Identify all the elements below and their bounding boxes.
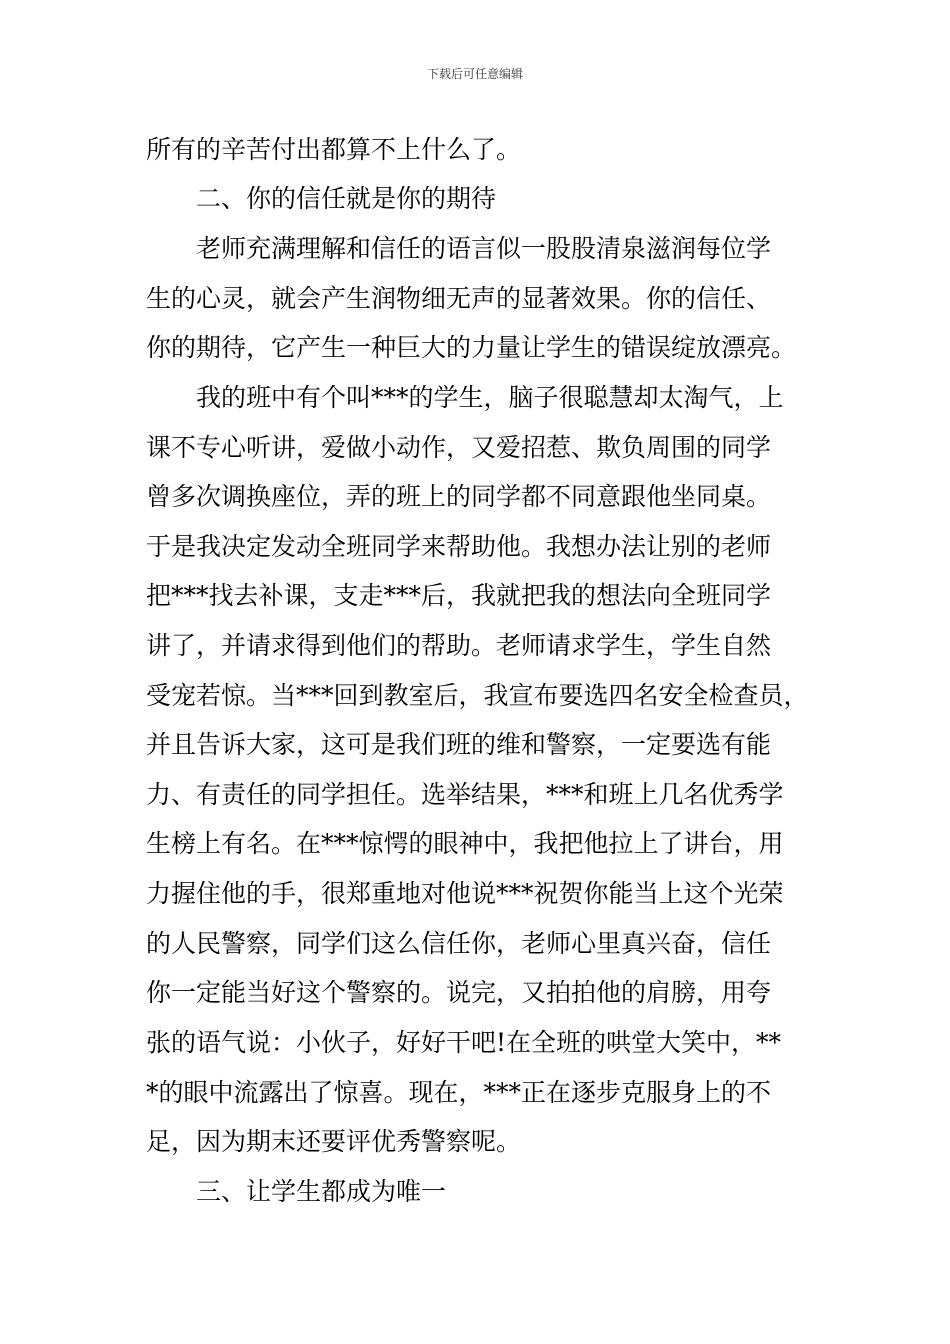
paragraph-line: *的眼中流露出了惊喜。现在，***正在逐步克服身上的不 xyxy=(146,1078,772,1107)
paragraph-line: 张的语气说：小伙子，好好干吧!在全班的哄堂大笑中，** xyxy=(146,1028,782,1057)
paragraph-line: 生榜上有名。在***惊愕的眼神中，我把他拉上了讲台，用 xyxy=(146,829,784,858)
paragraph-line: 生的心灵，就会产生润物细无声的显著效果。你的信任、 xyxy=(146,284,772,313)
paragraph-line: 老师充满理解和信任的语言似一股股清泉滋润每位学 xyxy=(196,234,772,263)
header-note: 下载后可任意编辑 xyxy=(426,67,523,81)
section-heading: 三、让学生都成为唯一 xyxy=(196,1177,447,1206)
paragraph-line: 你的期待，它产生一种巨大的力量让学生的错误绽放漂亮。 xyxy=(146,333,797,362)
section-heading: 二、你的信任就是你的期待 xyxy=(196,184,497,213)
paragraph-line: 讲了，并请求得到他们的帮助。老师请求学生，学生自然 xyxy=(146,631,772,660)
paragraph-line: 的人民警察，同学们这么信任你，老师心里真兴奋，信任 xyxy=(146,929,772,958)
paragraph-line: 把***找去补课，支走***后，我就把我的想法向全班同学 xyxy=(146,581,772,610)
paragraph-line: 力、有责任的同学担任。选举结果，***和班上几名优秀学 xyxy=(146,780,784,809)
paragraph-line: 足，因为期末还要评优秀警察呢。 xyxy=(146,1127,522,1156)
paragraph-line: 课不专心听讲，爱做小动作，又爱招惹、欺负周围的同学 xyxy=(146,433,772,462)
paragraph-line: 所有的辛苦付出都算不上什么了。 xyxy=(146,135,522,164)
paragraph-line: 你一定能当好这个警察的。说完，又拍拍他的肩膀，用夸 xyxy=(146,978,772,1007)
paragraph-line: 于是我决定发动全班同学来帮助他。我想办法让别的老师 xyxy=(146,532,772,561)
paragraph-line: 受宠若惊。当***回到教室后，我宣布要选四名安全检查员， xyxy=(146,681,809,710)
paragraph-line: 我的班中有个叫***的学生，脑子很聪慧却太淘气，上 xyxy=(196,383,784,412)
paragraph-line: 并且告诉大家，这可是我们班的维和警察，一定要选有能 xyxy=(146,730,772,759)
paragraph-line: 曾多次调换座位，弄的班上的同学都不同意跟他坐同桌。 xyxy=(146,482,772,511)
paragraph-line: 力握住他的手，很郑重地对他说***祝贺你能当上这个光荣 xyxy=(146,879,784,908)
